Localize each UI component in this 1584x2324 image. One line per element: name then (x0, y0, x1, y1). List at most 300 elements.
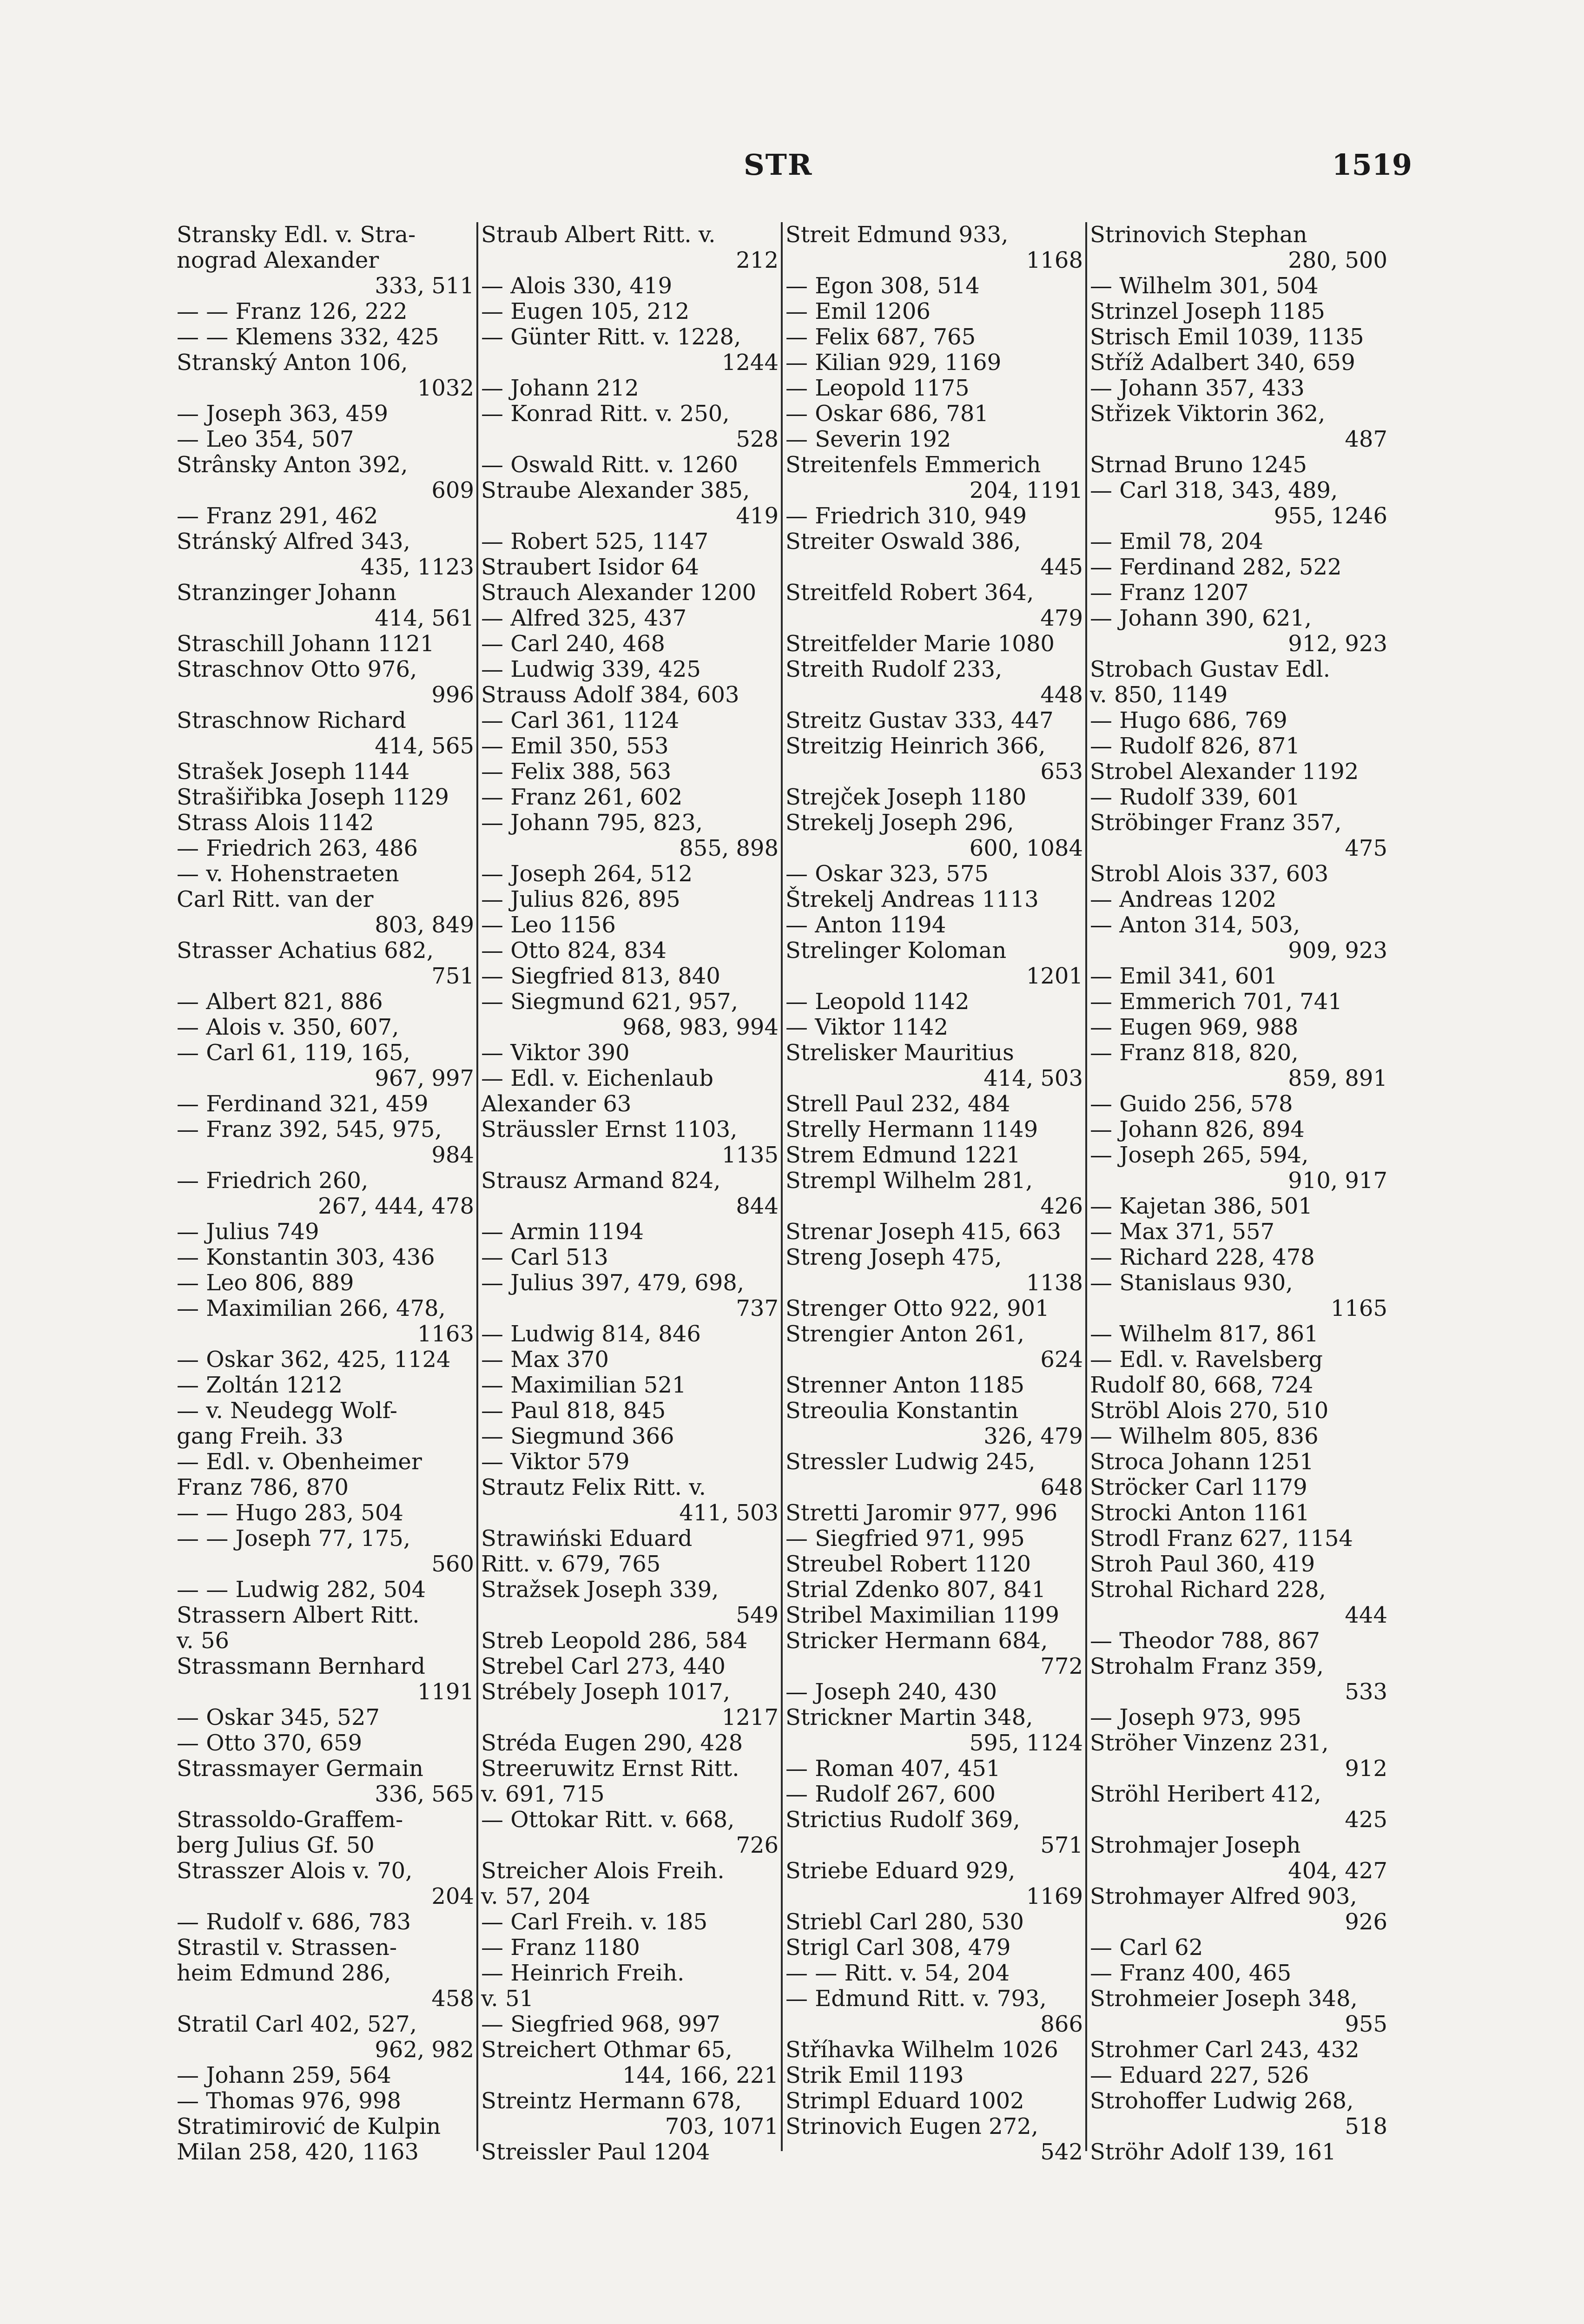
index-entry-line: 624 (1040, 1347, 1083, 1373)
index-entry-line: Stribel Maximilian 1199 (785, 1602, 1059, 1628)
index-entry-line: Streeruwitz Ernst Ritt. (481, 1756, 739, 1782)
index-entry-line: 962, 982 (375, 2037, 474, 2063)
index-entry-line: Strelly Hermann 1149 (785, 1116, 1038, 1142)
index-entry-line: Strelisker Mauritius (785, 1040, 1014, 1066)
index-entry-line: Rudolf 80, 668, 724 (1090, 1372, 1313, 1398)
index-entry-line: — v. Hohenstraeten (177, 861, 399, 887)
index-entry-line: Strial Zdenko 807, 841 (785, 1577, 1046, 1603)
index-entry-line: — Alois 330, 419 (481, 273, 673, 299)
index-entry-line: — Ottokar Ritt. v. 668, (481, 1807, 735, 1833)
index-entry-line: 1163 (417, 1321, 474, 1347)
index-entry-line: 984 (431, 1142, 474, 1168)
index-entry-line: — Max 370 (481, 1347, 609, 1373)
index-entry-line: Streitz Gustav 333, 447 (785, 707, 1054, 733)
index-entry-line: — — Ludwig 282, 504 (177, 1577, 426, 1603)
index-entry-line: — Johann 259, 564 (177, 2062, 391, 2088)
index-entry-line: — Siegmund 366 (481, 1423, 674, 1449)
index-entry-line: — Viktor 1142 (785, 1014, 949, 1040)
index-entry-line: Alexander 63 (481, 1091, 632, 1117)
index-entry-line: 600, 1084 (969, 835, 1083, 861)
index-entry-line: Strausz Armand 824, (481, 1168, 721, 1194)
index-entry-line: 419 (736, 503, 779, 529)
index-entry-line: — Stanislaus 930, (1090, 1270, 1293, 1296)
index-entry-line: 1168 (1026, 247, 1083, 273)
index-entry-line: — Egon 308, 514 (785, 273, 980, 299)
index-entry-line: Strik Emil 1193 (785, 2062, 964, 2088)
index-entry-line: Strengier Anton 261, (785, 1321, 1024, 1347)
index-entry-line: 336, 565 (375, 1781, 474, 1807)
index-entry-line: Streng Joseph 475, (785, 1244, 1002, 1270)
index-entry-line: Strastil v. Strassen- (177, 1934, 397, 1961)
index-entry-line: 968, 983, 994 (622, 1014, 779, 1040)
index-entry-line: — — Klemens 332, 425 (177, 324, 439, 350)
index-entry-line: Strenner Anton 1185 (785, 1372, 1025, 1398)
index-entry-line: 326, 479 (983, 1423, 1083, 1449)
index-entry-line: Strekelj Joseph 296, (785, 810, 1014, 836)
index-entry-line: — Otto 824, 834 (481, 938, 667, 964)
index-entry-line: — Carl 361, 1124 (481, 707, 680, 733)
index-entry-line: — Leo 1156 (481, 912, 616, 938)
index-entry-line: — Johann 826, 894 (1090, 1116, 1305, 1142)
index-entry-line: Ströher Vinzenz 231, (1090, 1730, 1329, 1756)
index-entry-line: — Edl. v. Eichenlaub (481, 1065, 713, 1091)
index-entry-line: Strébely Joseph 1017, (481, 1679, 730, 1705)
index-entry-line: 445 (1040, 554, 1083, 580)
index-entry-line: Strenar Joseph 415, 663 (785, 1219, 1062, 1245)
index-entry-line: 703, 1071 (665, 2113, 779, 2139)
index-entry-line: — Franz 261, 602 (481, 784, 683, 810)
index-entry-line: — Wilhelm 301, 504 (1090, 273, 1319, 299)
index-entry-line: Strelinger Koloman (785, 938, 1007, 964)
index-entry-line: 533 (1345, 1679, 1387, 1705)
index-entry-line: Straub Albert Ritt. v. (481, 222, 716, 248)
running-head: STR (744, 148, 813, 182)
index-entry-line: 1244 (721, 350, 779, 376)
index-entry-line: gang Freih. 33 (177, 1423, 343, 1449)
index-entry-line: 458 (431, 1986, 474, 2012)
index-entry-line: — Siegfried 968, 997 (481, 2011, 720, 2037)
index-entry-line: Stréda Eugen 290, 428 (481, 1730, 743, 1756)
index-entry-line: Štrekelj Andreas 1113 (785, 886, 1039, 912)
index-entry-line: — Johann 212 (481, 375, 639, 401)
index-entry-line: 803, 849 (375, 912, 474, 938)
index-entry-line: — Heinrich Freih. (481, 1960, 685, 1986)
index-entry-line: — Felix 687, 765 (785, 324, 976, 350)
index-entry-line: 772 (1040, 1653, 1083, 1679)
index-entry-line: v. 691, 715 (481, 1781, 605, 1807)
index-entry-line: — Siegmund 621, 957, (481, 989, 738, 1015)
index-entry-line: 528 (736, 426, 779, 452)
index-entry-line: — Joseph 240, 430 (785, 1679, 997, 1705)
index-entry-line: — Franz 1207 (1090, 580, 1249, 606)
index-entry-line: — Maximilian 266, 478, (177, 1295, 446, 1321)
index-entry-line: — Franz 400, 465 (1090, 1960, 1292, 1986)
index-entry-line: 1191 (417, 1679, 474, 1705)
index-entry-line: Stratimirović de Kulpin (177, 2113, 441, 2139)
index-entry-line: Strašiřibka Joseph 1129 (177, 784, 449, 810)
index-entry-line: Streubel Robert 1120 (785, 1551, 1031, 1577)
index-entry-line: Strebel Carl 273, 440 (481, 1653, 726, 1679)
index-entry-line: 487 (1345, 426, 1387, 452)
index-entry-line: — Oskar 323, 575 (785, 861, 989, 887)
index-entry-line: 855, 898 (679, 835, 779, 861)
page-number: 1519 (1332, 148, 1412, 182)
index-entry-line: Strohoffer Ludwig 268, (1090, 2088, 1354, 2114)
index-entry-line: 414, 565 (375, 733, 474, 759)
index-entry-line: — Paul 818, 845 (481, 1398, 666, 1424)
index-entry-line: 1217 (721, 1704, 779, 1730)
index-entry-line: — Carl 513 (481, 1244, 608, 1270)
index-entry-line: — Viktor 579 (481, 1449, 630, 1475)
index-entry-line: Stretti Jaromir 977, 996 (785, 1500, 1058, 1526)
index-entry-line: — Joseph 973, 995 (1090, 1704, 1302, 1730)
index-entry-line: — Maximilian 521 (481, 1372, 686, 1398)
index-column-3 (785, 222, 1083, 2165)
index-entry-line: Strautz Felix Ritt. v. (481, 1474, 706, 1500)
index-entry-line: Strohmeier Joseph 348, (1090, 1986, 1358, 2012)
index-entry-line: — Rudolf 826, 871 (1090, 733, 1300, 759)
index-entry-line: Strasser Achatius 682, (177, 938, 434, 964)
index-entry-line: — Carl 61, 119, 165, (177, 1040, 410, 1066)
index-column-1 (177, 222, 474, 2165)
index-entry-line: 267, 444, 478 (318, 1193, 474, 1219)
index-entry-line: Strohmayer Alfred 903, (1090, 1883, 1357, 1909)
index-entry-line: Strašek Joseph 1144 (177, 759, 410, 785)
index-entry-line: — Oskar 362, 425, 1124 (177, 1347, 451, 1373)
index-entry-line: Střizek Viktorin 362, (1090, 401, 1326, 427)
index-entry-line: — Zoltán 1212 (177, 1372, 343, 1398)
index-entry-line: Straschill Johann 1121 (177, 631, 435, 657)
index-entry-line: — Franz 392, 545, 975, (177, 1116, 442, 1142)
index-entry-line: Strass Alois 1142 (177, 810, 374, 836)
index-entry-line: 866 (1040, 2011, 1083, 2037)
index-entry-line: Straschnov Otto 976, (177, 656, 417, 682)
index-entry-line: — Carl Freih. v. 185 (481, 1909, 708, 1935)
index-entry-line: Stricker Hermann 684, (785, 1628, 1048, 1654)
index-entry-line: Stroca Johann 1251 (1090, 1449, 1314, 1475)
index-entry-line: — Joseph 264, 512 (481, 861, 693, 887)
index-entry-line: 518 (1345, 2113, 1387, 2139)
index-entry-line: 549 (736, 1602, 779, 1628)
index-entry-line: — Leo 354, 507 (177, 426, 354, 452)
index-entry-line: v. 56 (177, 1628, 230, 1654)
index-columns (177, 222, 1385, 2202)
index-entry-line: Carl Ritt. van der (177, 886, 374, 912)
index-entry-line: — — Franz 126, 222 (177, 298, 408, 324)
index-entry-line: — Günter Ritt. v. 1228, (481, 324, 741, 350)
index-entry-line: — Richard 228, 478 (1090, 1244, 1315, 1270)
index-entry-line: — Emil 78, 204 (1090, 528, 1263, 555)
index-entry-line: Strohal Richard 228, (1090, 1577, 1326, 1603)
index-entry-line: heim Edmund 286, (177, 1960, 391, 1986)
index-entry-line: 912, 923 (1288, 631, 1387, 657)
index-entry-line: v. 51 (481, 1986, 534, 2012)
index-entry-line: 653 (1040, 759, 1083, 785)
index-entry-line: 560 (431, 1551, 474, 1577)
index-entry-line: — Emmerich 701, 741 (1090, 989, 1342, 1015)
index-entry-line: Strem Edmund 1221 (785, 1142, 1021, 1168)
index-entry-line: — Felix 388, 563 (481, 759, 672, 785)
index-entry-line: — Hugo 686, 769 (1090, 707, 1287, 733)
index-entry-line: 414, 561 (375, 605, 474, 631)
index-entry-line: — Viktor 390 (481, 1040, 630, 1066)
index-entry-line: — Leo 806, 889 (177, 1270, 354, 1296)
index-entry-line: 1169 (1026, 1883, 1083, 1909)
index-entry-line: Streitfeld Robert 364, (785, 580, 1034, 606)
index-entry-line: 726 (736, 1832, 779, 1858)
index-entry-line: 204, 1191 (969, 477, 1083, 503)
index-entry-line: — Julius 749 (177, 1219, 319, 1245)
index-entry-line: 426 (1040, 1193, 1083, 1219)
index-entry-line: Streith Rudolf 233, (785, 656, 1003, 682)
index-entry-line: Strasszer Alois v. 70, (177, 1858, 413, 1884)
column-rule (476, 222, 478, 2151)
index-entry-line: Strauss Adolf 384, 603 (481, 682, 739, 708)
index-entry-line: 1032 (417, 375, 474, 401)
index-entry-line: Stratil Carl 402, 527, (177, 2011, 417, 2037)
index-entry-line: — Kilian 929, 1169 (785, 350, 1002, 376)
index-entry-line: 955 (1345, 2011, 1387, 2037)
index-entry-line: Strejček Joseph 1180 (785, 784, 1027, 810)
index-entry-line: Sträussler Ernst 1103, (481, 1116, 738, 1142)
index-entry-line: Streoulia Konstantin (785, 1398, 1019, 1424)
index-entry-line: — Friedrich 263, 486 (177, 835, 418, 861)
index-entry-line: Stressler Ludwig 245, (785, 1449, 1036, 1475)
index-entry-line: Strimpl Eduard 1002 (785, 2088, 1024, 2114)
index-entry-line: Strnad Bruno 1245 (1090, 452, 1307, 478)
index-entry-line: — Emil 341, 601 (1090, 963, 1278, 989)
index-entry-line: Strauch Alexander 1200 (481, 580, 757, 606)
index-entry-line: — Eugen 105, 212 (481, 298, 690, 324)
index-entry-line: Stranzinger Johann (177, 580, 397, 606)
index-entry-line: — Franz 818, 820, (1090, 1040, 1299, 1066)
index-entry-line: 204 (431, 1883, 474, 1909)
index-entry-line: — Friedrich 310, 949 (785, 503, 1027, 529)
index-entry-line: Strohmajer Joseph (1090, 1832, 1301, 1858)
column-rule (781, 222, 783, 2151)
index-entry-line: Strocki Anton 1161 (1090, 1500, 1310, 1526)
index-entry-line: Strenger Otto 922, 901 (785, 1295, 1049, 1321)
column-rule (1085, 222, 1087, 2151)
index-entry-line: — Rudolf 267, 600 (785, 1781, 996, 1807)
index-entry-line: nograd Alexander (177, 247, 379, 273)
index-entry-line: — — Joseph 77, 175, (177, 1525, 411, 1552)
index-entry-line: — Edmund Ritt. v. 793, (785, 1986, 1047, 2012)
index-entry-line: Ströbl Alois 270, 510 (1090, 1398, 1329, 1424)
index-entry-line: Stříž Adalbert 340, 659 (1090, 350, 1355, 376)
index-entry-line: Stransky Edl. v. Stra- (177, 222, 416, 248)
index-entry-line: — Wilhelm 817, 861 (1090, 1321, 1319, 1347)
index-entry-line: — Anton 314, 503, (1090, 912, 1300, 938)
index-entry-line: 955, 1246 (1274, 503, 1387, 529)
index-entry-line: Strassoldo-Graffem- (177, 1807, 403, 1833)
index-entry-line: 444 (1345, 1602, 1387, 1628)
index-entry-line: — Ferdinand 282, 522 (1090, 554, 1342, 580)
index-entry-line: — Roman 407, 451 (785, 1756, 1001, 1782)
index-entry-line: 435, 1123 (360, 554, 474, 580)
index-entry-line: Strempl Wilhelm 281, (785, 1168, 1033, 1194)
index-entry-line: — Johann 390, 621, (1090, 605, 1312, 631)
index-entry-line: — Guido 256, 578 (1090, 1091, 1293, 1117)
index-entry-line: — v. Neudegg Wolf- (177, 1398, 397, 1424)
index-entry-line: Stránský Alfred 343, (177, 528, 410, 555)
index-entry-line: — Konstantin 303, 436 (177, 1244, 435, 1270)
index-entry-line: Streb Leopold 286, 584 (481, 1628, 748, 1654)
index-entry-line: — Siegfried 971, 995 (785, 1525, 1025, 1552)
index-entry-line: Ströhl Heribert 412, (1090, 1781, 1321, 1807)
index-entry-line: Streit Edmund 933, (785, 222, 1009, 248)
index-entry-line: — Ferdinand 321, 459 (177, 1091, 429, 1117)
index-entry-line: — — Hugo 283, 504 (177, 1500, 403, 1526)
index-entry-line: — Julius 826, 895 (481, 886, 680, 912)
index-entry-line: 144, 166, 221 (622, 2062, 779, 2088)
index-entry-line: Strobel Alexander 1192 (1090, 759, 1359, 785)
index-entry-line: — Johann 357, 433 (1090, 375, 1305, 401)
index-entry-line: Streiter Oswald 386, (785, 528, 1021, 555)
index-entry-line: 1165 (1330, 1295, 1387, 1321)
index-entry-line: Strinovich Stephan (1090, 222, 1307, 248)
index-entry-line: 609 (431, 477, 474, 503)
index-entry-line: 751 (431, 963, 474, 989)
index-entry-line: — Armin 1194 (481, 1219, 644, 1245)
index-entry-line: — Thomas 976, 998 (177, 2088, 401, 2114)
index-entry-line: — Leopold 1175 (785, 375, 970, 401)
index-entry-line: 1138 (1026, 1270, 1083, 1296)
index-entry-line: 844 (736, 1193, 779, 1219)
index-entry-line: Streitzig Heinrich 366, (785, 733, 1046, 759)
index-entry-line: — Leopold 1142 (785, 989, 970, 1015)
index-entry-line: Ströbinger Franz 357, (1090, 810, 1342, 836)
index-entry-line: — Oskar 345, 527 (177, 1704, 380, 1730)
index-entry-line: 996 (431, 682, 474, 708)
index-entry-line: — Andreas 1202 (1090, 886, 1277, 912)
index-entry-line: Stroh Paul 360, 419 (1090, 1551, 1315, 1577)
index-entry-line: 425 (1345, 1807, 1387, 1833)
index-entry-line: — Konrad Ritt. v. 250, (481, 401, 730, 427)
index-entry-line: Franz 786, 870 (177, 1474, 349, 1500)
index-column-2 (481, 222, 779, 2165)
index-entry-line: — Alfred 325, 437 (481, 605, 687, 631)
index-entry-line: Stranský Anton 106, (177, 350, 408, 376)
index-entry-line: Strictius Rudolf 369, (785, 1807, 1020, 1833)
index-entry-line: Strell Paul 232, 484 (785, 1091, 1010, 1117)
index-entry-line: Ritt. v. 679, 765 (481, 1551, 661, 1577)
index-entry-line: Strigl Carl 308, 479 (785, 1934, 1011, 1961)
index-entry-line: — Rudolf v. 686, 783 (177, 1909, 411, 1935)
index-entry-line: Strassmann Bernhard (177, 1653, 425, 1679)
index-entry-line: Ströcker Carl 1179 (1090, 1474, 1307, 1500)
index-entry-line: 737 (736, 1295, 779, 1321)
index-entry-line: 475 (1345, 835, 1387, 861)
index-entry-line: Strawiński Eduard (481, 1525, 693, 1552)
index-entry-line: — Carl 240, 468 (481, 631, 665, 657)
index-entry-line: 542 (1040, 2139, 1083, 2165)
index-entry-line: — Siegfried 813, 840 (481, 963, 720, 989)
index-entry-line: — Kajetan 386, 501 (1090, 1193, 1313, 1219)
index-entry-line: Straubert Isidor 64 (481, 554, 700, 580)
index-entry-line: — Anton 1194 (785, 912, 946, 938)
index-entry-line: Straube Alexander 385, (481, 477, 750, 503)
index-entry-line: 333, 511 (375, 273, 474, 299)
index-entry-line: 859, 891 (1288, 1065, 1387, 1091)
index-entry-line: — Emil 1206 (785, 298, 931, 324)
index-entry-line: — Eugen 969, 988 (1090, 1014, 1299, 1040)
index-entry-line: — Albert 821, 886 (177, 989, 383, 1015)
index-entry-line: — Joseph 265, 594, (1090, 1142, 1309, 1168)
index-entry-line: 404, 427 (1288, 1858, 1387, 1884)
index-entry-line: — Emil 350, 553 (481, 733, 669, 759)
index-entry-line: 414, 503 (983, 1065, 1083, 1091)
index-entry-line: v. 850, 1149 (1090, 682, 1228, 708)
index-entry-line: Ströhr Adolf 139, 161 (1090, 2139, 1336, 2165)
index-entry-line: Strohmer Carl 243, 432 (1090, 2037, 1360, 2063)
index-entry-line: 910, 917 (1288, 1168, 1387, 1194)
index-entry-line: 648 (1040, 1474, 1083, 1500)
index-entry-line: Strohalm Franz 359, (1090, 1653, 1324, 1679)
index-entry-line: Strassmayer Germain (177, 1756, 423, 1782)
index-entry-line: Striebe Eduard 929, (785, 1858, 1016, 1884)
index-entry-line: Streichert Othmar 65, (481, 2037, 733, 2063)
index-entry-line: 909, 923 (1288, 938, 1387, 964)
index-entry-line: Streitenfels Emmerich (785, 452, 1041, 478)
index-entry-line: — Edl. v. Ravelsberg (1090, 1347, 1323, 1373)
index-entry-line: Milan 258, 420, 1163 (177, 2139, 419, 2165)
index-entry-line: 1135 (721, 1142, 779, 1168)
index-entry-line: Strinzel Joseph 1185 (1090, 298, 1325, 324)
index-entry-line: Streicher Alois Freih. (481, 1858, 725, 1884)
index-entry-line: — Franz 291, 462 (177, 503, 378, 529)
index-entry-line: Strodl Franz 627, 1154 (1090, 1525, 1353, 1552)
index-entry-line: Strobach Gustav Edl. (1090, 656, 1330, 682)
index-entry-line: Straschnow Richard (177, 707, 406, 733)
index-entry-line: — Ludwig 339, 425 (481, 656, 701, 682)
index-entry-line: — Carl 62 (1090, 1934, 1203, 1961)
index-entry-line: Strickner Martin 348, (785, 1704, 1033, 1730)
index-entry-line: — Joseph 363, 459 (177, 401, 389, 427)
index-entry-line: 926 (1345, 1909, 1387, 1935)
index-entry-line: — Oskar 686, 781 (785, 401, 989, 427)
index-entry-line: 212 (736, 247, 779, 273)
index-entry-line: — Wilhelm 805, 836 (1090, 1423, 1319, 1449)
index-entry-line: — Robert 525, 1147 (481, 528, 709, 555)
index-entry-line: — Oswald Ritt. v. 1260 (481, 452, 738, 478)
index-entry-line: v. 57, 204 (481, 1883, 591, 1909)
index-entry-line: 912 (1345, 1756, 1387, 1782)
index-entry-line: Strobl Alois 337, 603 (1090, 861, 1329, 887)
index-entry-line: 479 (1040, 605, 1083, 631)
index-entry-line: — Max 371, 557 (1090, 1219, 1275, 1245)
index-entry-line: — Theodor 788, 867 (1090, 1628, 1320, 1654)
index-entry-line: 411, 503 (679, 1500, 779, 1526)
index-entry-line: — Carl 318, 343, 489, (1090, 477, 1338, 503)
index-entry-line: — Edl. v. Obenheimer (177, 1449, 422, 1475)
index-entry-line: — Julius 397, 479, 698, (481, 1270, 745, 1296)
index-entry-line: Streissler Paul 1204 (481, 2139, 710, 2165)
index-entry-line: — Friedrich 260, (177, 1168, 369, 1194)
index-entry-line: Stražsek Joseph 339, (481, 1577, 719, 1603)
index-entry-line: — Franz 1180 (481, 1934, 640, 1961)
index-entry-line: — — Ritt. v. 54, 204 (785, 1960, 1010, 1986)
index-entry-line: 571 (1040, 1832, 1083, 1858)
index-entry-line: 967, 997 (375, 1065, 474, 1091)
index-entry-line: — Ludwig 814, 846 (481, 1321, 701, 1347)
index-entry-line: Striebl Carl 280, 530 (785, 1909, 1024, 1935)
index-entry-line: berg Julius Gf. 50 (177, 1832, 375, 1858)
index-entry-line: Streintz Hermann 678, (481, 2088, 742, 2114)
index-entry-line: — Alois v. 350, 607, (177, 1014, 399, 1040)
index-entry-line: Strisch Emil 1039, 1135 (1090, 324, 1364, 350)
index-entry-line: 1201 (1026, 963, 1083, 989)
